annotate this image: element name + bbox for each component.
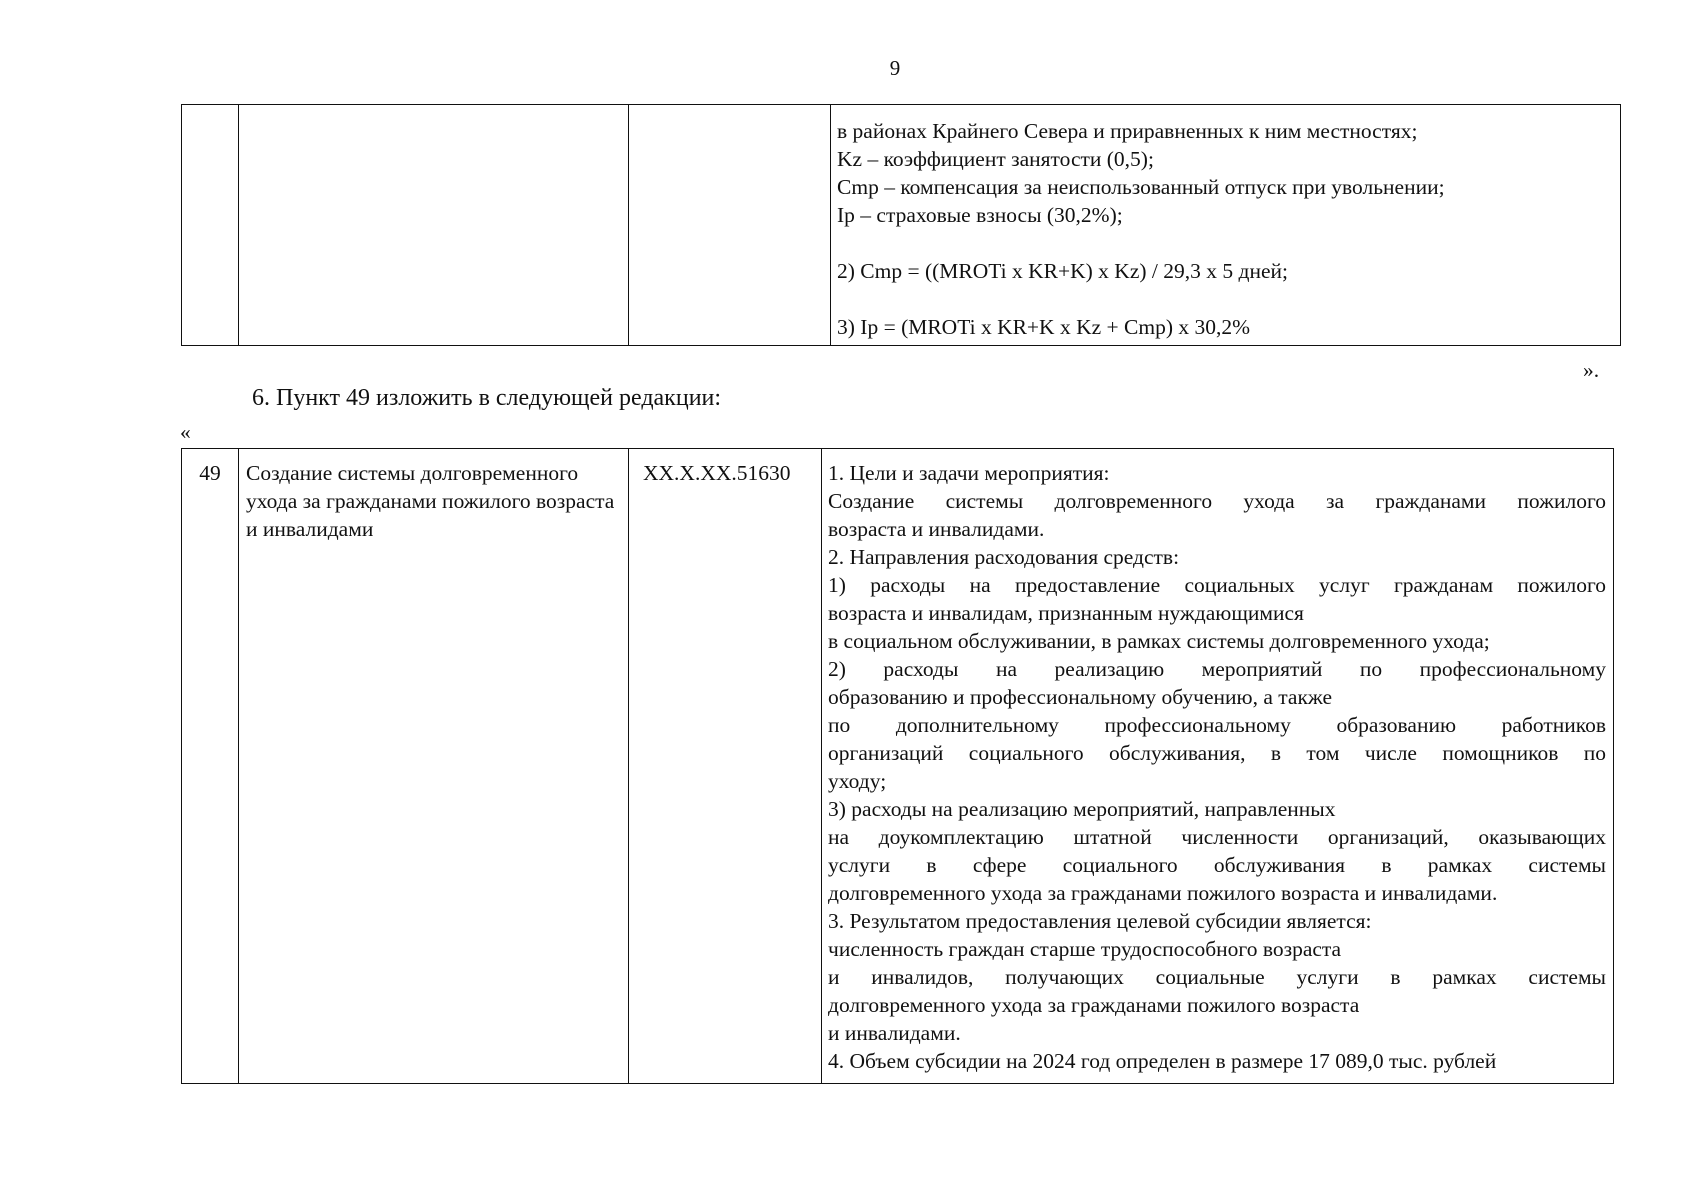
text-line: в районах Крайнего Севера и приравненных к ним местностях;: [837, 119, 1418, 143]
table-cell-description: [831, 105, 1621, 346]
opening-quote: «: [180, 420, 191, 444]
text-line: долговременного ухода за гражданами пожилого возраста: [828, 993, 1360, 1017]
text-line: услуги в сфере социального обслуживания в рамках системы: [828, 853, 1606, 877]
main-table: [181, 448, 1614, 1084]
table-row: [182, 105, 1621, 346]
text-line: 2) расходы на реализацию мероприятий по профессиональному: [828, 657, 1606, 681]
text-line: по дополнительному профессиональному образованию работников: [828, 713, 1606, 737]
text-line: 4. Объем субсидии на 2024 год определен в размере 17 089,0 тыс. рублей: [828, 1049, 1497, 1073]
formula-line: 2) Cmp = ((MROTi x KR+K) x Kz) / 29,3 x 5 дней;: [837, 259, 1288, 283]
text-line: возраста и инвалидам, признанным нуждающимися: [828, 601, 1304, 625]
continued-table: [181, 104, 1621, 346]
page-number: 9: [889, 56, 901, 80]
section-heading: 6. Пункт 49 изложить в следующей редакции:: [252, 385, 722, 411]
text-line: образованию и профессиональному обучению, а также: [828, 685, 1333, 709]
text-line: Создание системы долговременного ухода за гражданами пожилого: [828, 489, 1606, 513]
text-line: уходу;: [828, 769, 887, 793]
text-line: Cmp – компенсация за неиспользованный отпуск при увольнении;: [837, 175, 1445, 199]
text-line: Ip – страховые взносы (30,2%);: [837, 203, 1123, 227]
text-line: 3) расходы на реализацию мероприятий, направленных: [828, 797, 1336, 821]
closing-quote: ».: [1583, 358, 1600, 382]
text-line: на доукомплектацию штатной численности организаций, оказывающих: [828, 825, 1606, 849]
table-cell-name: [239, 105, 629, 346]
text-line: долговременного ухода за гражданами пожилого возраста и инвалидами.: [828, 881, 1498, 905]
text-line: организаций социального обслуживания, в том числе помощников по: [828, 741, 1606, 765]
measure-description: [822, 449, 1614, 1084]
text-line: 1. Цели и задачи мероприятия:: [828, 461, 1110, 485]
text-line: Kz – коэффициент занятости (0,5);: [837, 147, 1154, 171]
text-line: 1) расходы на предоставление социальных услуг гражданам пожилого: [828, 573, 1606, 597]
table-cell-number: [182, 105, 239, 346]
text-line: численность граждан старше трудоспособного возраста: [828, 937, 1342, 961]
text-line: 2. Направления расходования средств:: [828, 545, 1180, 569]
text-line: 3. Результатом предоставления целевой субсидии является:: [828, 909, 1372, 933]
table-cell-code: [629, 105, 831, 346]
text-line: и инвалидов, получающих социальные услуги в рамках системы: [828, 965, 1606, 989]
formula-line: 3) Ip = (MROTi x KR+K x Kz + Cmp) x 30,2%: [837, 315, 1251, 339]
measure-name: Создание системы долговременного ухода за гражданами пожилого возраста и инвалидами: [239, 449, 629, 1084]
table-row: [182, 449, 1614, 1084]
row-number: 49: [182, 449, 239, 1084]
text-line: и инвалидами.: [828, 1021, 961, 1045]
text-line: возраста и инвалидами.: [828, 517, 1045, 541]
text-line: в социальном обслуживании, в рамках системы долговременного ухода;: [828, 629, 1490, 653]
budget-code: XX.X.XX.51630: [629, 449, 822, 1084]
